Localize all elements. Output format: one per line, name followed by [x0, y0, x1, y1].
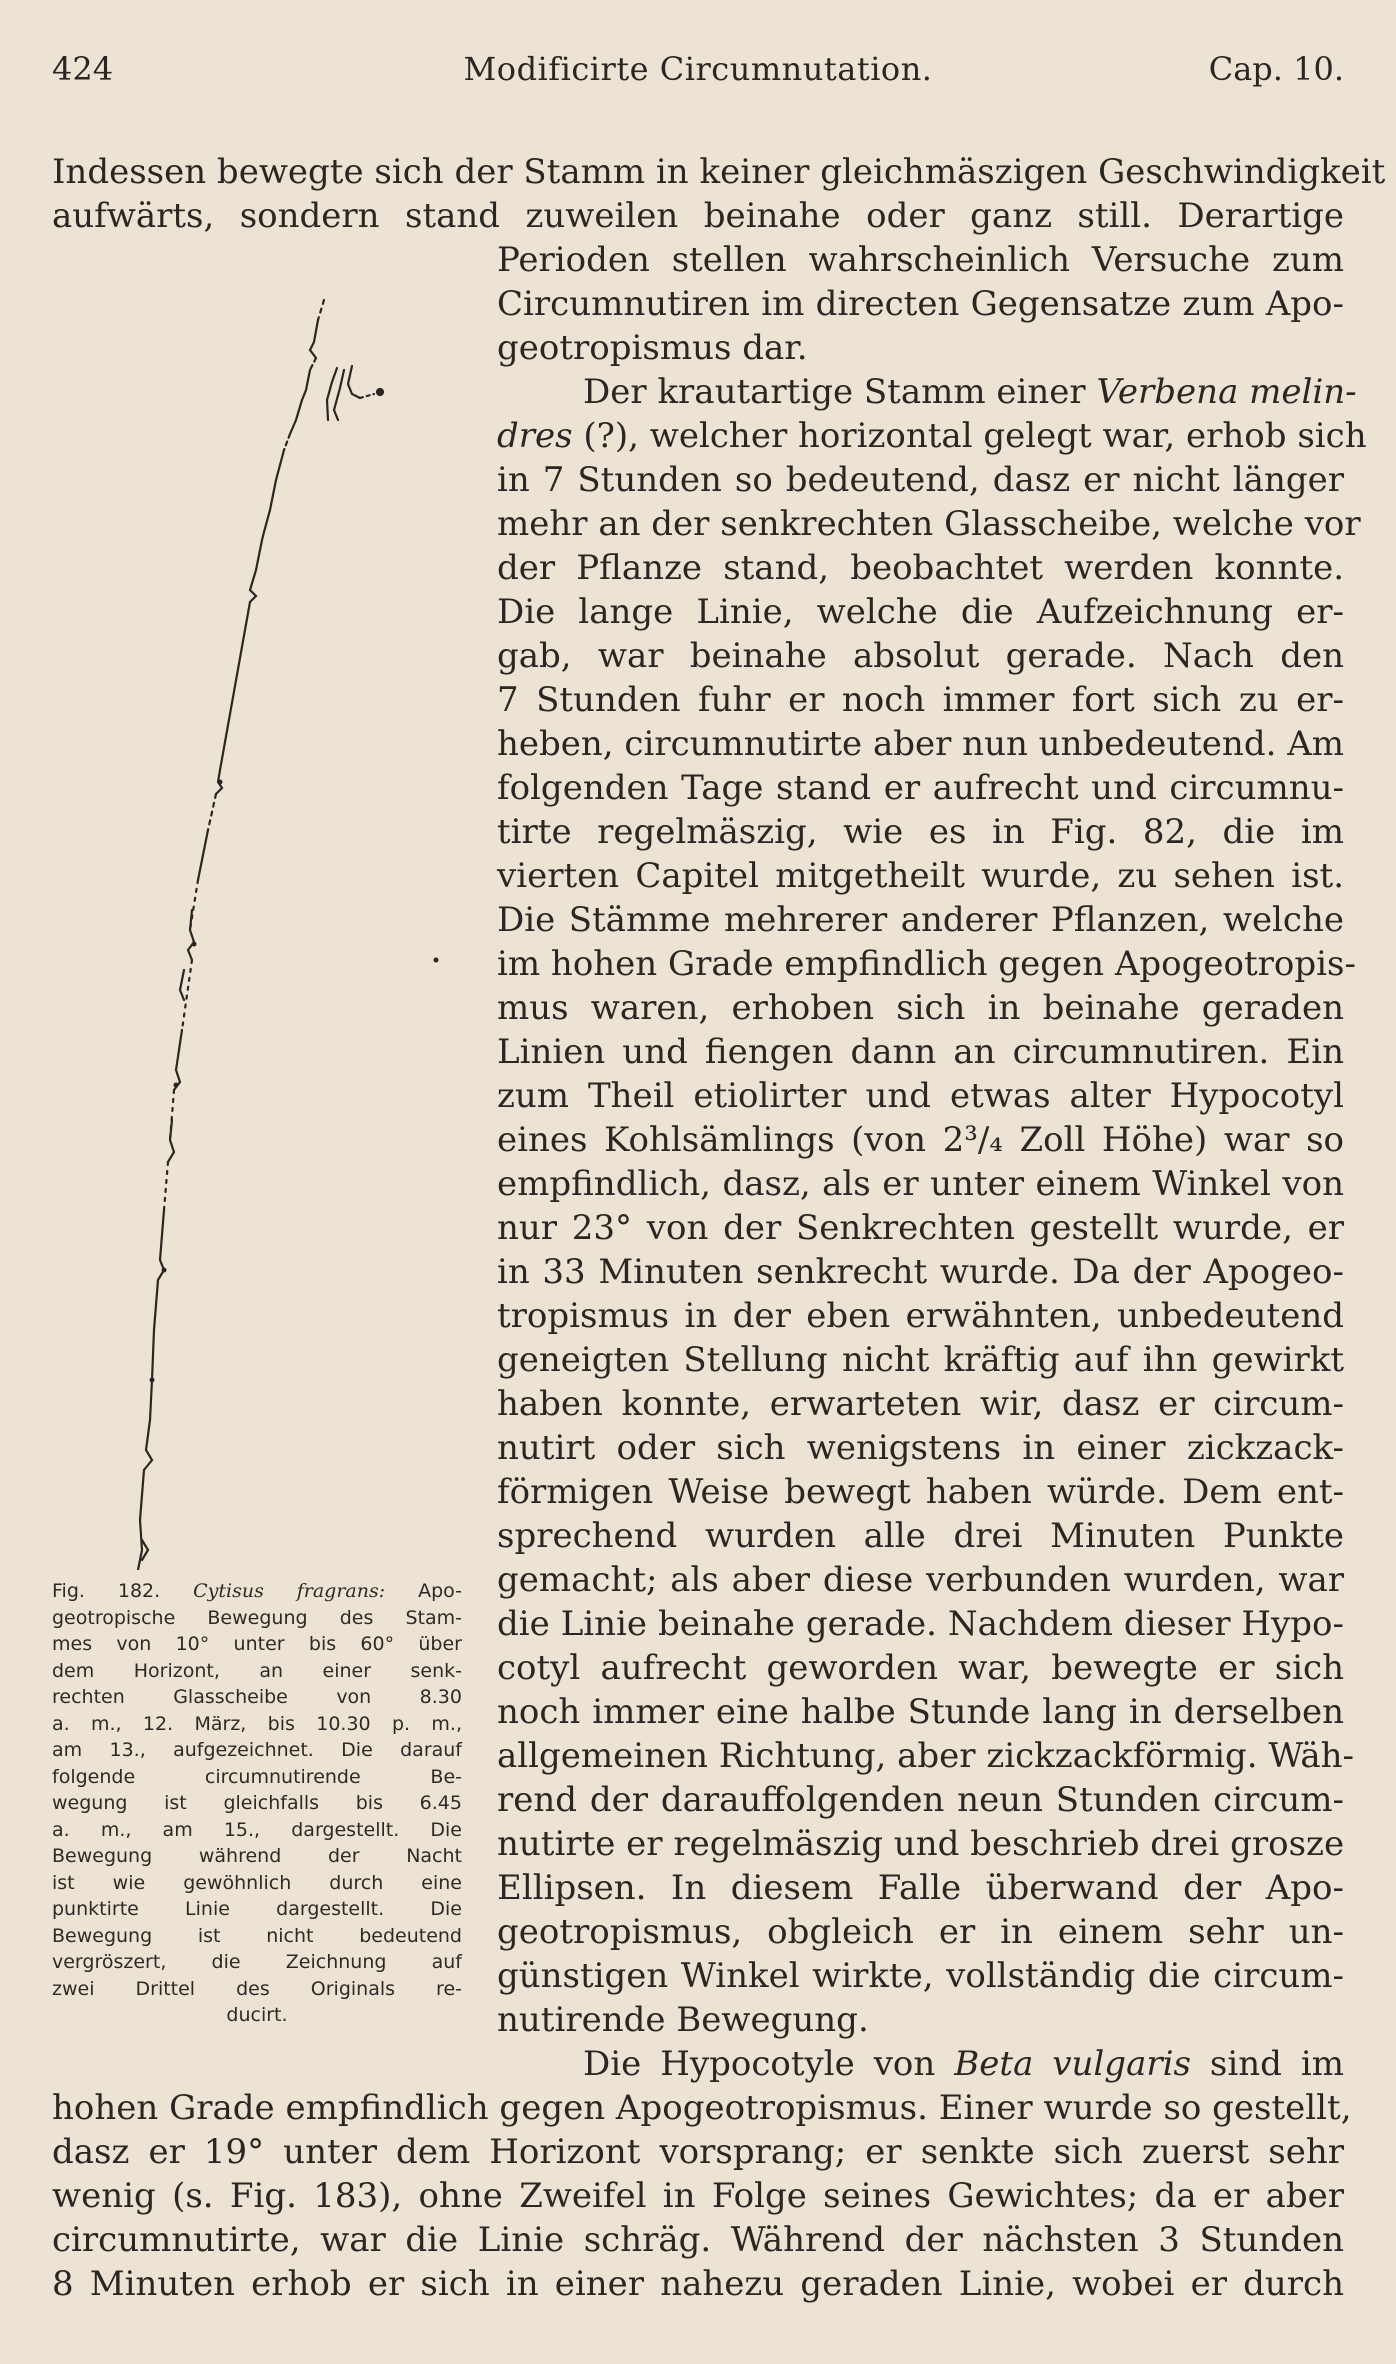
text-span: sind im	[1209, 2044, 1345, 2084]
text-line: 7 Stunden fuhr er noch immer fort sich zu er-	[497, 680, 1344, 720]
figure-caption	[52, 1578, 462, 2029]
text-line: noch immer eine halbe Stunde lang in derselben	[497, 1692, 1344, 1732]
text-line: haben konnte, erwarteten wir, dasz er circum-	[497, 1384, 1344, 1424]
text-line: Linien und fiengen dann an circumnutiren. Ein	[497, 1032, 1344, 1072]
text-line: in 33 Minuten senkrecht wurde. Da der Apogeo-	[497, 1252, 1344, 1292]
text-line: Indessen bewegte sich der Stamm in keiner gleichmäszigen Geschwindigkeit	[52, 152, 1386, 192]
text-line	[583, 370, 1357, 414]
text-line: cotyl aufrecht geworden war, bewegte er sich	[497, 1648, 1344, 1688]
caption-line: a. m., am 15., dargestellt. Die	[52, 1818, 462, 1841]
text-line: wenig (s. Fig. 183), ohne Zweifel in Folge seines Gewichtes; da er aber	[52, 2176, 1344, 2216]
text-line: geotropismus, obgleich er in einem sehr un-	[497, 1912, 1344, 1952]
movement-trace-figure	[52, 270, 462, 1570]
text-line: mus waren, erhoben sich in beinahe geraden	[497, 988, 1344, 1028]
caption-line: am 13., aufgezeichnet. Die darauf	[52, 1739, 462, 1761]
text-line: allgemeinen Richtung, aber zickzackförmig. Wäh-	[497, 1736, 1355, 1776]
page-number: 424	[52, 50, 114, 88]
text-line: die Linie beinahe gerade. Nachdem dieser Hypo-	[497, 1604, 1344, 1644]
text-line: Die lange Linie, welche die Aufzeichnung er-	[497, 592, 1344, 632]
text-line: der Pflanze stand, beobachtet werden konnte.	[497, 548, 1344, 588]
caption-fig-label: Fig. 182.	[52, 1580, 161, 1602]
text-line: zum Theil etiolirter und etwas alter Hypocotyl	[497, 1076, 1344, 1116]
species-name: Verbena melin-	[1096, 372, 1357, 412]
text-line: vierten Capitel mitgetheilt wurde, zu sehen ist.	[497, 856, 1344, 896]
text-line: geotropismus dar.	[497, 328, 808, 368]
text-line: rend der darauffolgenden neun Stunden circum-	[497, 1780, 1344, 1820]
caption-line: Bewegung ist nicht bedeutend	[52, 1924, 462, 1947]
text-line: mehr an der senkrechten Glasscheibe, welche vor	[497, 504, 1361, 544]
caption-line: folgende circumnutirende Be-	[52, 1765, 462, 1788]
text-line	[497, 414, 1367, 458]
species-name-cont: dres	[497, 416, 573, 456]
caption-line: wegung ist gleichfalls bis 6.45	[52, 1792, 462, 1814]
caption-line: a. m., 12. März, bis 10.30 p. m.,	[52, 1712, 462, 1735]
text-line: tirte regelmäszig, wie es in Fig. 82, die im	[497, 812, 1344, 852]
text-line: nutirt oder sich wenigstens in einer zickzack-	[497, 1428, 1344, 1468]
caption-line: mes von 10° unter bis 60° über	[52, 1633, 462, 1655]
text-line: Die Stämme mehrerer anderer Pflanzen, welche	[497, 900, 1344, 940]
text-line: nutirte er regelmäszig und beschrieb drei grosze	[497, 1824, 1345, 1864]
text-line: Perioden stellen wahrscheinlich Versuche zum	[497, 240, 1344, 280]
caption-line: ist wie gewöhnlich durch eine	[52, 1871, 462, 1894]
text-line: folgenden Tage stand er aufrecht und circumnu-	[497, 768, 1344, 808]
text-line: im hohen Grade empfindlich gegen Apogeotropis-	[497, 944, 1356, 984]
text-line: heben, circumnutirte aber nun unbedeutend. Am	[497, 724, 1344, 764]
caption-species: Cytisus fragrans:	[193, 1580, 386, 1602]
text-line: dasz er 19° unter dem Horizont vorsprang; er senkte sich zuerst sehr	[52, 2132, 1344, 2172]
text-line: aufwärts, sondern stand zuweilen beinahe oder ganz still. Derartige	[52, 196, 1344, 236]
text-line: gab, war beinahe absolut gerade. Nach den	[497, 636, 1344, 676]
text-line: nutirende Bewegung.	[497, 2000, 869, 2040]
caption-line: Bewegung während der Nacht	[52, 1845, 462, 1867]
species-name: Beta vulgaris	[954, 2044, 1191, 2084]
text-line: empfindlich, dasz, als er unter einem Winkel von	[497, 1164, 1344, 1204]
text-line: Circumnutiren im directen Gegensatze zum Apo-	[497, 284, 1344, 324]
text-line: eines Kohlsämlings (von 2³/₄ Zoll Höhe) war so	[497, 1120, 1344, 1160]
text-span: Die Hypocotyle von	[583, 2044, 936, 2084]
text-line: in 7 Stunden so bedeutend, dasz er nicht länger	[497, 460, 1344, 500]
text-line: geneigten Stellung nicht kräftig auf ihn gewirkt	[497, 1340, 1344, 1380]
caption-line: ducirt.	[226, 2004, 288, 2026]
text-line: Ellipsen. In diesem Falle überwand der Apo-	[497, 1868, 1344, 1908]
text-line: circumnutirte, war die Linie schräg. Während der nächsten 3 Stunden	[52, 2220, 1344, 2260]
text-span: Der krautartige Stamm einer	[583, 372, 1086, 412]
caption-line	[52, 1578, 462, 1605]
text-line: nur 23° von der Senkrechten gestellt wurde, er	[497, 1208, 1344, 1248]
text-line: tropismus in der eben erwähnten, unbedeutend	[497, 1296, 1344, 1336]
text-line: 8 Minuten erhob er sich in einer nahezu geraden Linie, wobei er durch	[52, 2264, 1344, 2304]
caption-line: punktirte Linie dargestellt. Die	[52, 1898, 462, 1920]
running-title: Modificirte Circumnutation.	[463, 50, 933, 88]
text-line: sprechend wurden alle drei Minuten Punkte	[497, 1516, 1344, 1556]
caption-line: geotropische Bewegung des Stam-	[52, 1606, 462, 1629]
text-line: gemacht; als aber diese verbunden wurden, war	[497, 1560, 1344, 1600]
text-line: förmigen Weise bewegt haben würde. Dem ent-	[497, 1472, 1344, 1512]
chapter-label: Cap. 10.	[1208, 50, 1344, 88]
caption-line: zwei Drittel des Originals re-	[52, 1977, 462, 2000]
caption-text: Apo-	[418, 1580, 462, 1602]
text-line: hohen Grade empfindlich gegen Apogeotropismus. Einer wurde so gestellt,	[52, 2088, 1352, 2128]
running-header	[52, 50, 1344, 100]
text-span: (?), welcher horizontal gelegt war, erhob sich	[583, 416, 1367, 456]
text-line	[583, 2042, 1344, 2086]
text-line: günstigen Winkel wirkte, vollständig die circum-	[497, 1956, 1344, 1996]
caption-line: dem Horizont, an einer senk-	[52, 1659, 462, 1682]
caption-line: vergröszert, die Zeichnung auf	[52, 1951, 462, 1973]
caption-line: rechten Glasscheibe von 8.30	[52, 1686, 462, 1708]
